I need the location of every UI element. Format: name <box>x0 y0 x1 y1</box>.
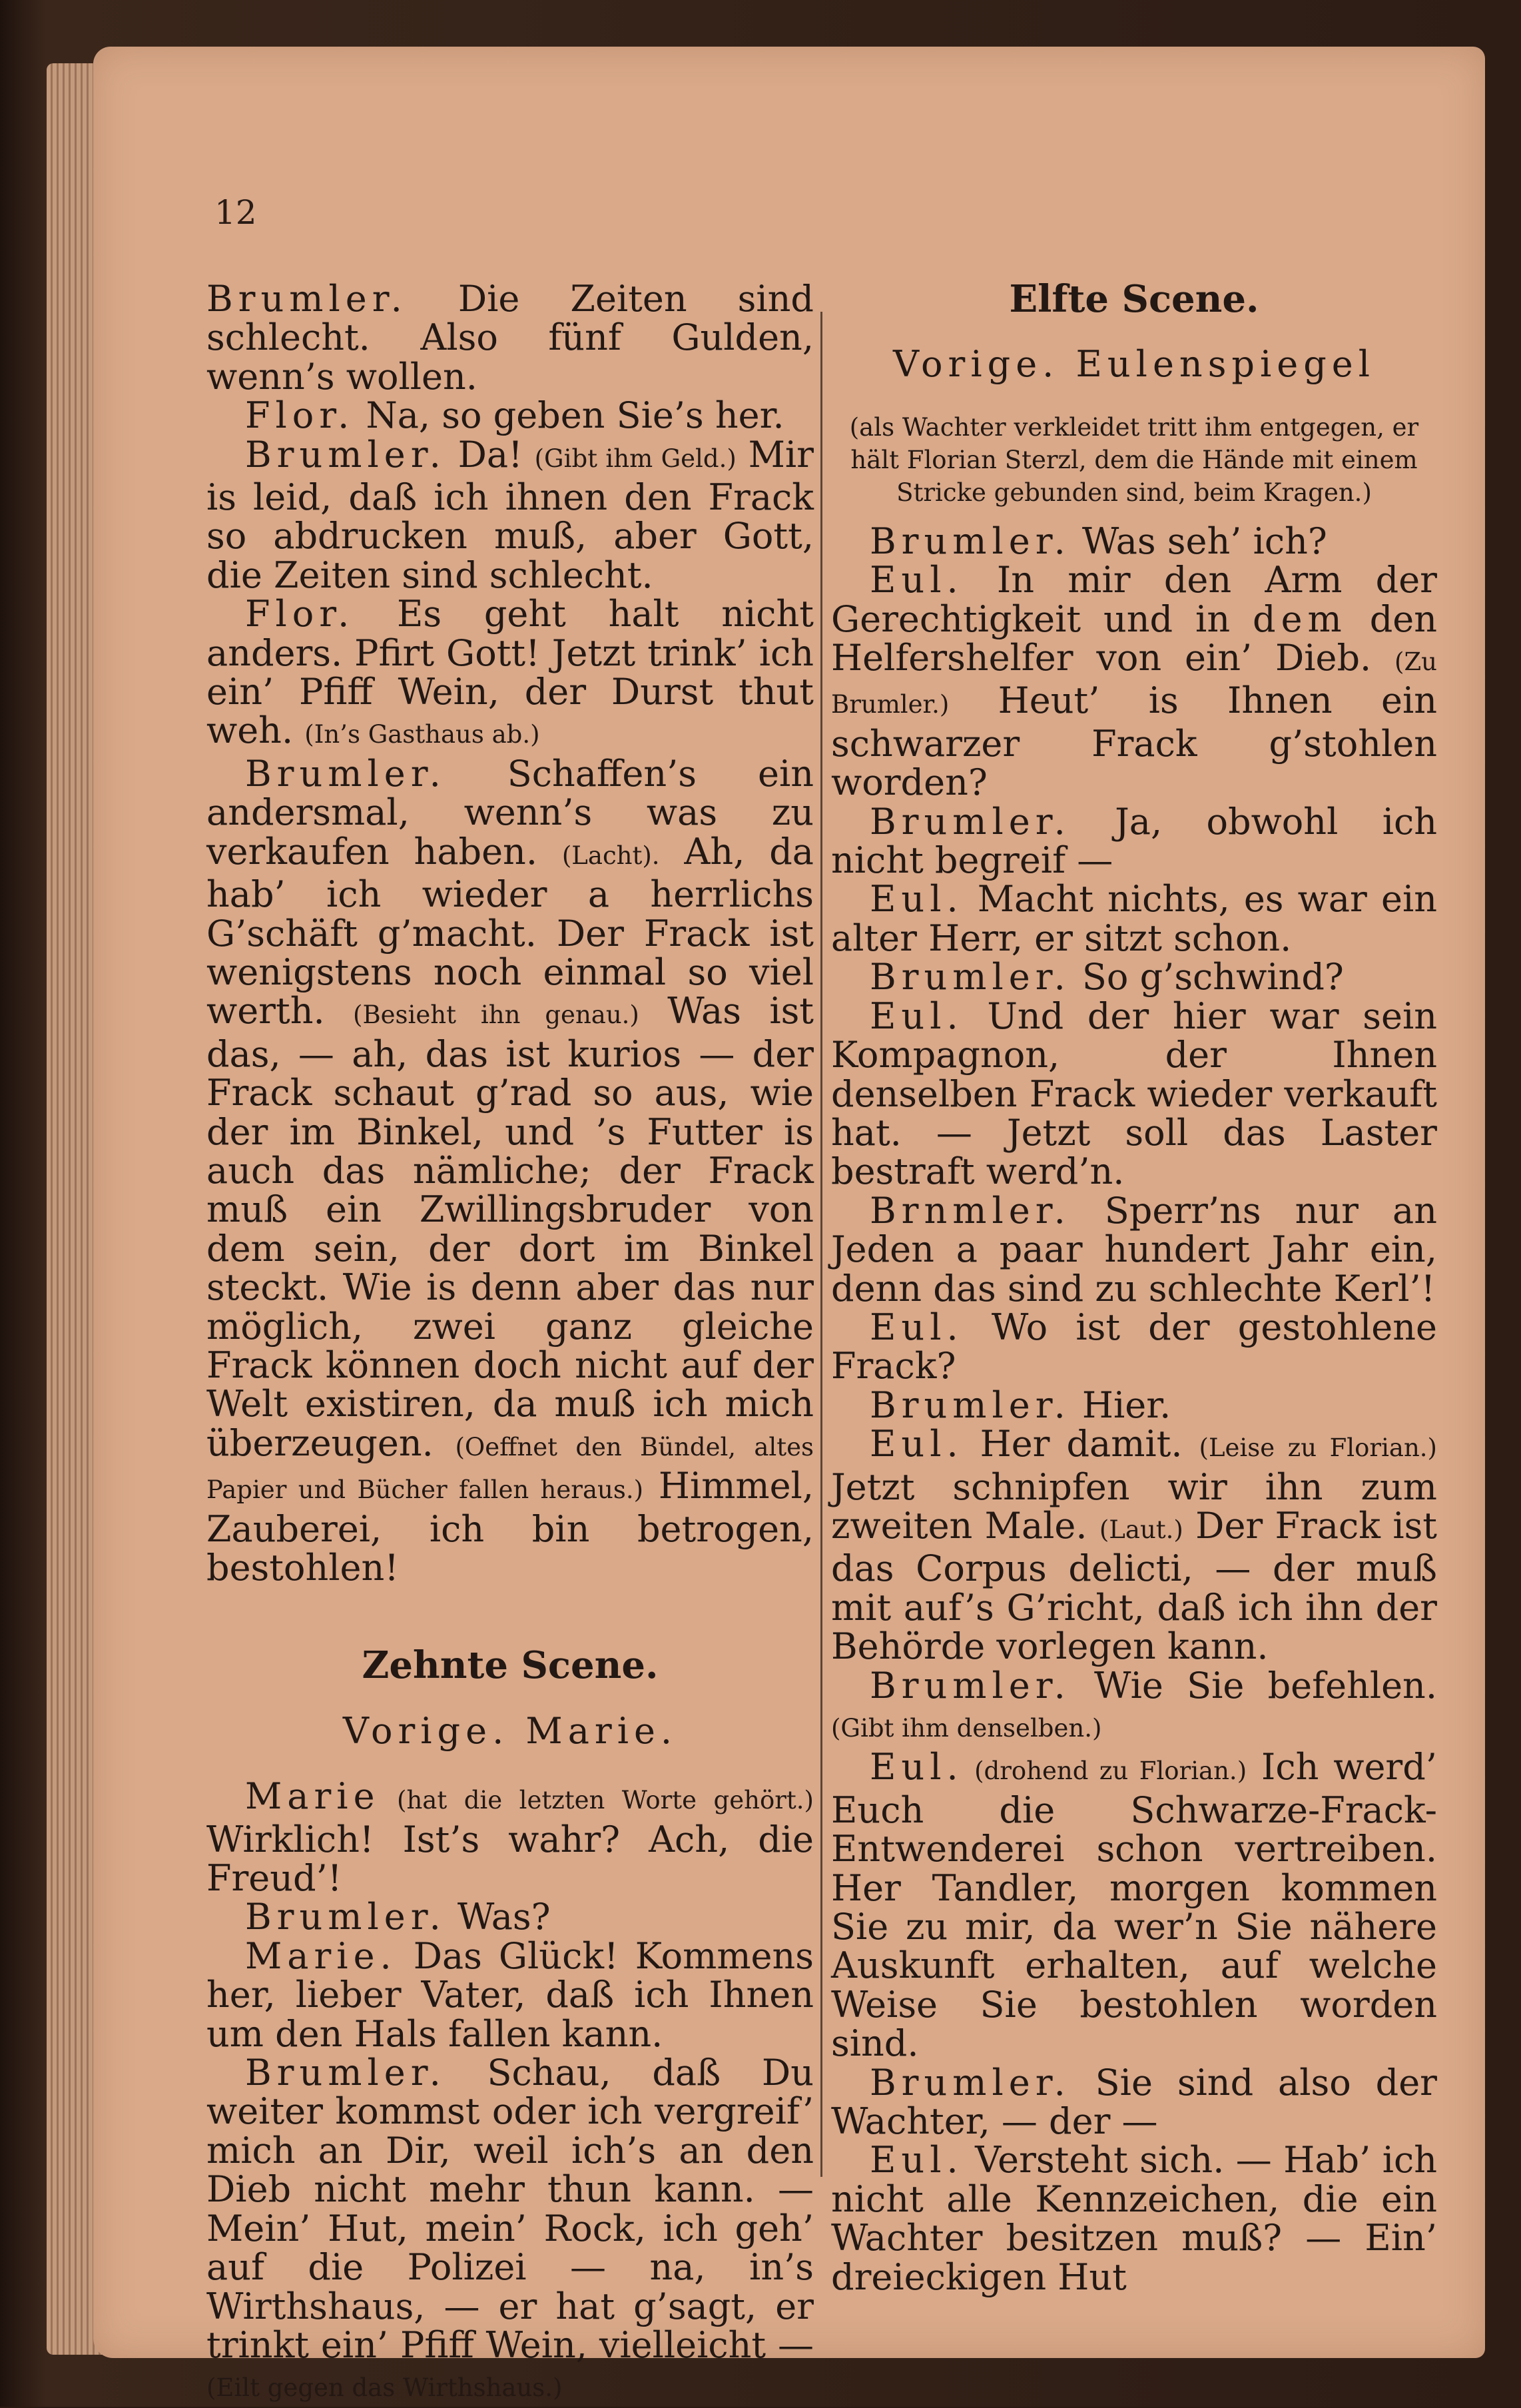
speaker-name: Eul. <box>870 1306 964 1348</box>
speech-paragraph <box>831 1748 1437 2063</box>
stage-direction: (drohend zu Florian.) <box>963 1757 1247 1786</box>
stage-direction: (In’s Gasthaus ab.) <box>304 720 540 749</box>
speech-paragraph <box>831 880 1437 958</box>
speaker-name: Brnmler. <box>870 1189 1071 1232</box>
speaker-name: Brumler. <box>245 433 446 476</box>
speech-paragraph <box>206 2054 814 2408</box>
speaker-name: Marie <box>245 1775 380 1818</box>
speaker-name: Flor. <box>245 394 355 437</box>
speech-text: Der Frack ist das Corpus delicti, — der muß mit auf’s G’richt, daß ich ihn der Behörde vorlegen kann. <box>831 1504 1438 1668</box>
speaker-name: Eul. <box>870 559 964 602</box>
speech-paragraph <box>831 958 1437 997</box>
stage-direction: (als Wachter verkleidet tritt ihm entgegen, er hält Florian Sterzl, dem die Hände mit einem Stricke gebunden sind, beim Kragen.) <box>849 412 1419 507</box>
speech-text: Schau, daß Du weiter kommst oder ich vergreif’ mich an Dir, weil ich’s an den Dieb nicht mehr thun kann. — Mein’ Hut, mein’ Rock, ich geh’ auf die Polizei — na, in’s Wirthshaus, — er hat g’sagt, er trinkt ein’ Pfiff Wein, vielleicht — <box>206 2052 814 2366</box>
speech-paragraph <box>831 561 1437 802</box>
stage-direction: (Besieht ihn genau.) <box>353 1001 639 1030</box>
speech-paragraph <box>206 752 814 1589</box>
speech-text: Wo ist der gestohlene Frack? <box>831 1306 1437 1388</box>
stage-direction: (Lacht). <box>561 841 660 870</box>
stage-direction: (Gibt ihm Geld.) <box>534 444 737 473</box>
speaker-name: Brumler. <box>870 520 1071 562</box>
scene-characters: Vorige. Eulenspiegel <box>893 343 1375 386</box>
speech-paragraph <box>831 1308 1437 1386</box>
speech-text: Es geht halt nicht anders. Pfirt Gott! Jetzt trink’ ich ein’ Pfiff Wein, der Durst thut weh. <box>206 593 814 752</box>
speaker-name: Brumler. <box>870 800 1071 843</box>
speech-text: Die Zeiten sind schlecht. Also fünf Gulden, wenn’s wollen. <box>206 278 814 398</box>
speech-text: Und der hier war sein Kompagnon, der Ihnen denselben Frack wieder verkauft hat. — Jetzt soll das Laster bestraft werd’n. <box>831 995 1437 1193</box>
right-column <box>831 277 1438 2298</box>
emphasized-word: dem <box>1253 598 1347 640</box>
speech-text: den Helfershelfer von ein’ Dieb. <box>831 598 1437 679</box>
speaker-name: Eul. <box>870 878 964 921</box>
speaker-name: Eul. <box>870 995 964 1037</box>
speech-text: Wirklich! Ist’s wahr? Ach, die Freud’! <box>206 1818 814 1900</box>
speech-text: Ich werd’ Euch die Schwarze-Frack-Entwenderei schon vertreiben. Her Tandler, morgen kommen Sie zu mir, da wer’n Sie nähere Auskunft erhalten, auf welche Weise Sie bestohlen worden sind. <box>831 1746 1437 2065</box>
speech-paragraph <box>831 1664 1437 1749</box>
speech-paragraph <box>831 2141 1437 2297</box>
speech-text: Da! <box>446 433 535 476</box>
speaker-name: Brumler. <box>870 2061 1071 2104</box>
speech-text: Wie Sie befehlen. <box>1070 1664 1437 1707</box>
speech-paragraph <box>206 1898 814 1936</box>
page-number: 12 <box>214 193 257 232</box>
speaker-name: Brumler. <box>870 956 1071 999</box>
speaker-name: Eul. <box>870 2139 964 2182</box>
speaker-name: Brumler. <box>870 1384 1071 1426</box>
speech-text: Das Glück! Kommens her, lieber Vater, daß ich Ihnen um den Hals fallen kann. <box>206 1934 814 2055</box>
speaker-name: Brumler. <box>245 1896 446 1938</box>
speech-paragraph <box>206 1777 814 1898</box>
speech-text: Sperr’ns nur an Jeden a paar hundert Jahr ein, denn das sind zu schlechte Kerl’! <box>831 1189 1437 1310</box>
speech-text: Mir is leid, daß ich ihnen den Frack so abdrucken muß, aber Gott, die Zeiten sind schlecht. <box>206 433 814 596</box>
speech-paragraph <box>831 1386 1437 1425</box>
speech-text: So g’schwind? <box>1070 956 1344 999</box>
speech-text: Jetzt schnipfen wir ihn zum zweiten Male. <box>831 1465 1437 1547</box>
speaker-name: Eul. <box>870 1746 964 1789</box>
speech-text: Heut’ is Ihnen ein schwarzer Frack g’stohlen worden? <box>831 679 1437 804</box>
speech-text: Schaffen’s ein andersmal, wenn’s was zu verkaufen haben. <box>206 752 814 873</box>
stage-direction: (Leise zu Florian.) <box>1199 1433 1437 1463</box>
speech-paragraph <box>831 997 1437 1192</box>
speech-paragraph <box>206 280 814 396</box>
speech-paragraph <box>831 800 1437 882</box>
speech-paragraph <box>831 1189 1437 1310</box>
stage-direction: (hat die letzten Worte gehört.) <box>380 1786 814 1815</box>
speaker-name: Brumler. <box>206 278 408 320</box>
speech-text: Macht nichts, es war ein alter Herr, er sitzt schon. <box>831 878 1437 959</box>
speech-text: Himmel, Zauberei, ich bin betrogen, bestohlen! <box>206 1465 814 1589</box>
stage-direction: (Gibt ihm denselben.) <box>831 1714 1102 1743</box>
speech-text: Was seh’ ich? <box>1070 520 1327 562</box>
speaker-name: Brumler. <box>245 752 446 795</box>
speech-text: Sie sind also der Wachter, — der — <box>831 2061 1437 2143</box>
speech-paragraph <box>206 396 814 435</box>
speech-paragraph <box>206 433 814 596</box>
speech-text: Versteht sich. — Hab’ ich nicht alle Kennzeichen, die ein Wachter besitzen muß? — Ein’ dreieckigen Hut <box>831 2139 1437 2298</box>
speaker-name: Brumler. <box>870 1664 1071 1707</box>
left-column <box>206 280 814 2408</box>
speech-text: Her damit. <box>963 1423 1199 1465</box>
speaker-name: Brumler. <box>245 2052 446 2094</box>
speech-paragraph <box>831 522 1437 561</box>
speech-paragraph <box>206 595 814 755</box>
stage-direction: (Oeffnet den Bündel, altes Papier und Bücher fallen heraus.) <box>206 1432 814 1505</box>
speech-text: In mir den Arm der Gerechtigkeit und in <box>831 559 1437 640</box>
scene-title: Elfte Scene. <box>1009 277 1259 321</box>
speaker-name: Eul. <box>870 1423 964 1465</box>
speech-paragraph <box>831 2061 1437 2143</box>
speech-text: Hier. <box>1070 1384 1171 1426</box>
speech-text: Was ist das, — ah, das ist kurios — der Frack schaut g’rad so aus, wie der im Binkel, und ’s Futter is auch das nämliche; der Frack muß ein Zwillingsbruder von dem sein, der dort im Binkel steckt. Wie is denn aber das nur möglich, zwei ganz gleiche Frack können doch nicht auf der Welt existiren, da muß ich mich überzeugen. <box>206 990 814 1464</box>
column-divider <box>820 312 822 2177</box>
scene-characters: Vorige. Marie. <box>342 1709 678 1752</box>
speaker-name: Marie. <box>245 1934 397 1977</box>
stage-direction: (Zu Brumler.) <box>831 647 1437 719</box>
speech-paragraph <box>206 1934 814 2055</box>
speech-text: Ja, obwohl ich nicht begreif — <box>831 800 1437 882</box>
stage-direction: (Laut.) <box>1099 1515 1183 1544</box>
stage-direction: (Eilt gegen das Wirthshaus.) <box>206 2373 563 2403</box>
speaker-name: Flor. <box>245 593 355 635</box>
speech-text: Was? <box>446 1896 551 1938</box>
speech-text: Na, so geben Sie’s her. <box>354 394 784 437</box>
speech-paragraph <box>831 1425 1437 1666</box>
speech-text: Ah, da hab’ ich wieder a herrlichs G’schäft g’macht. Der Frack ist wenigstens noch einmal so viel werth. <box>206 830 814 1032</box>
scene-title: Zehnte Scene. <box>362 1643 659 1688</box>
